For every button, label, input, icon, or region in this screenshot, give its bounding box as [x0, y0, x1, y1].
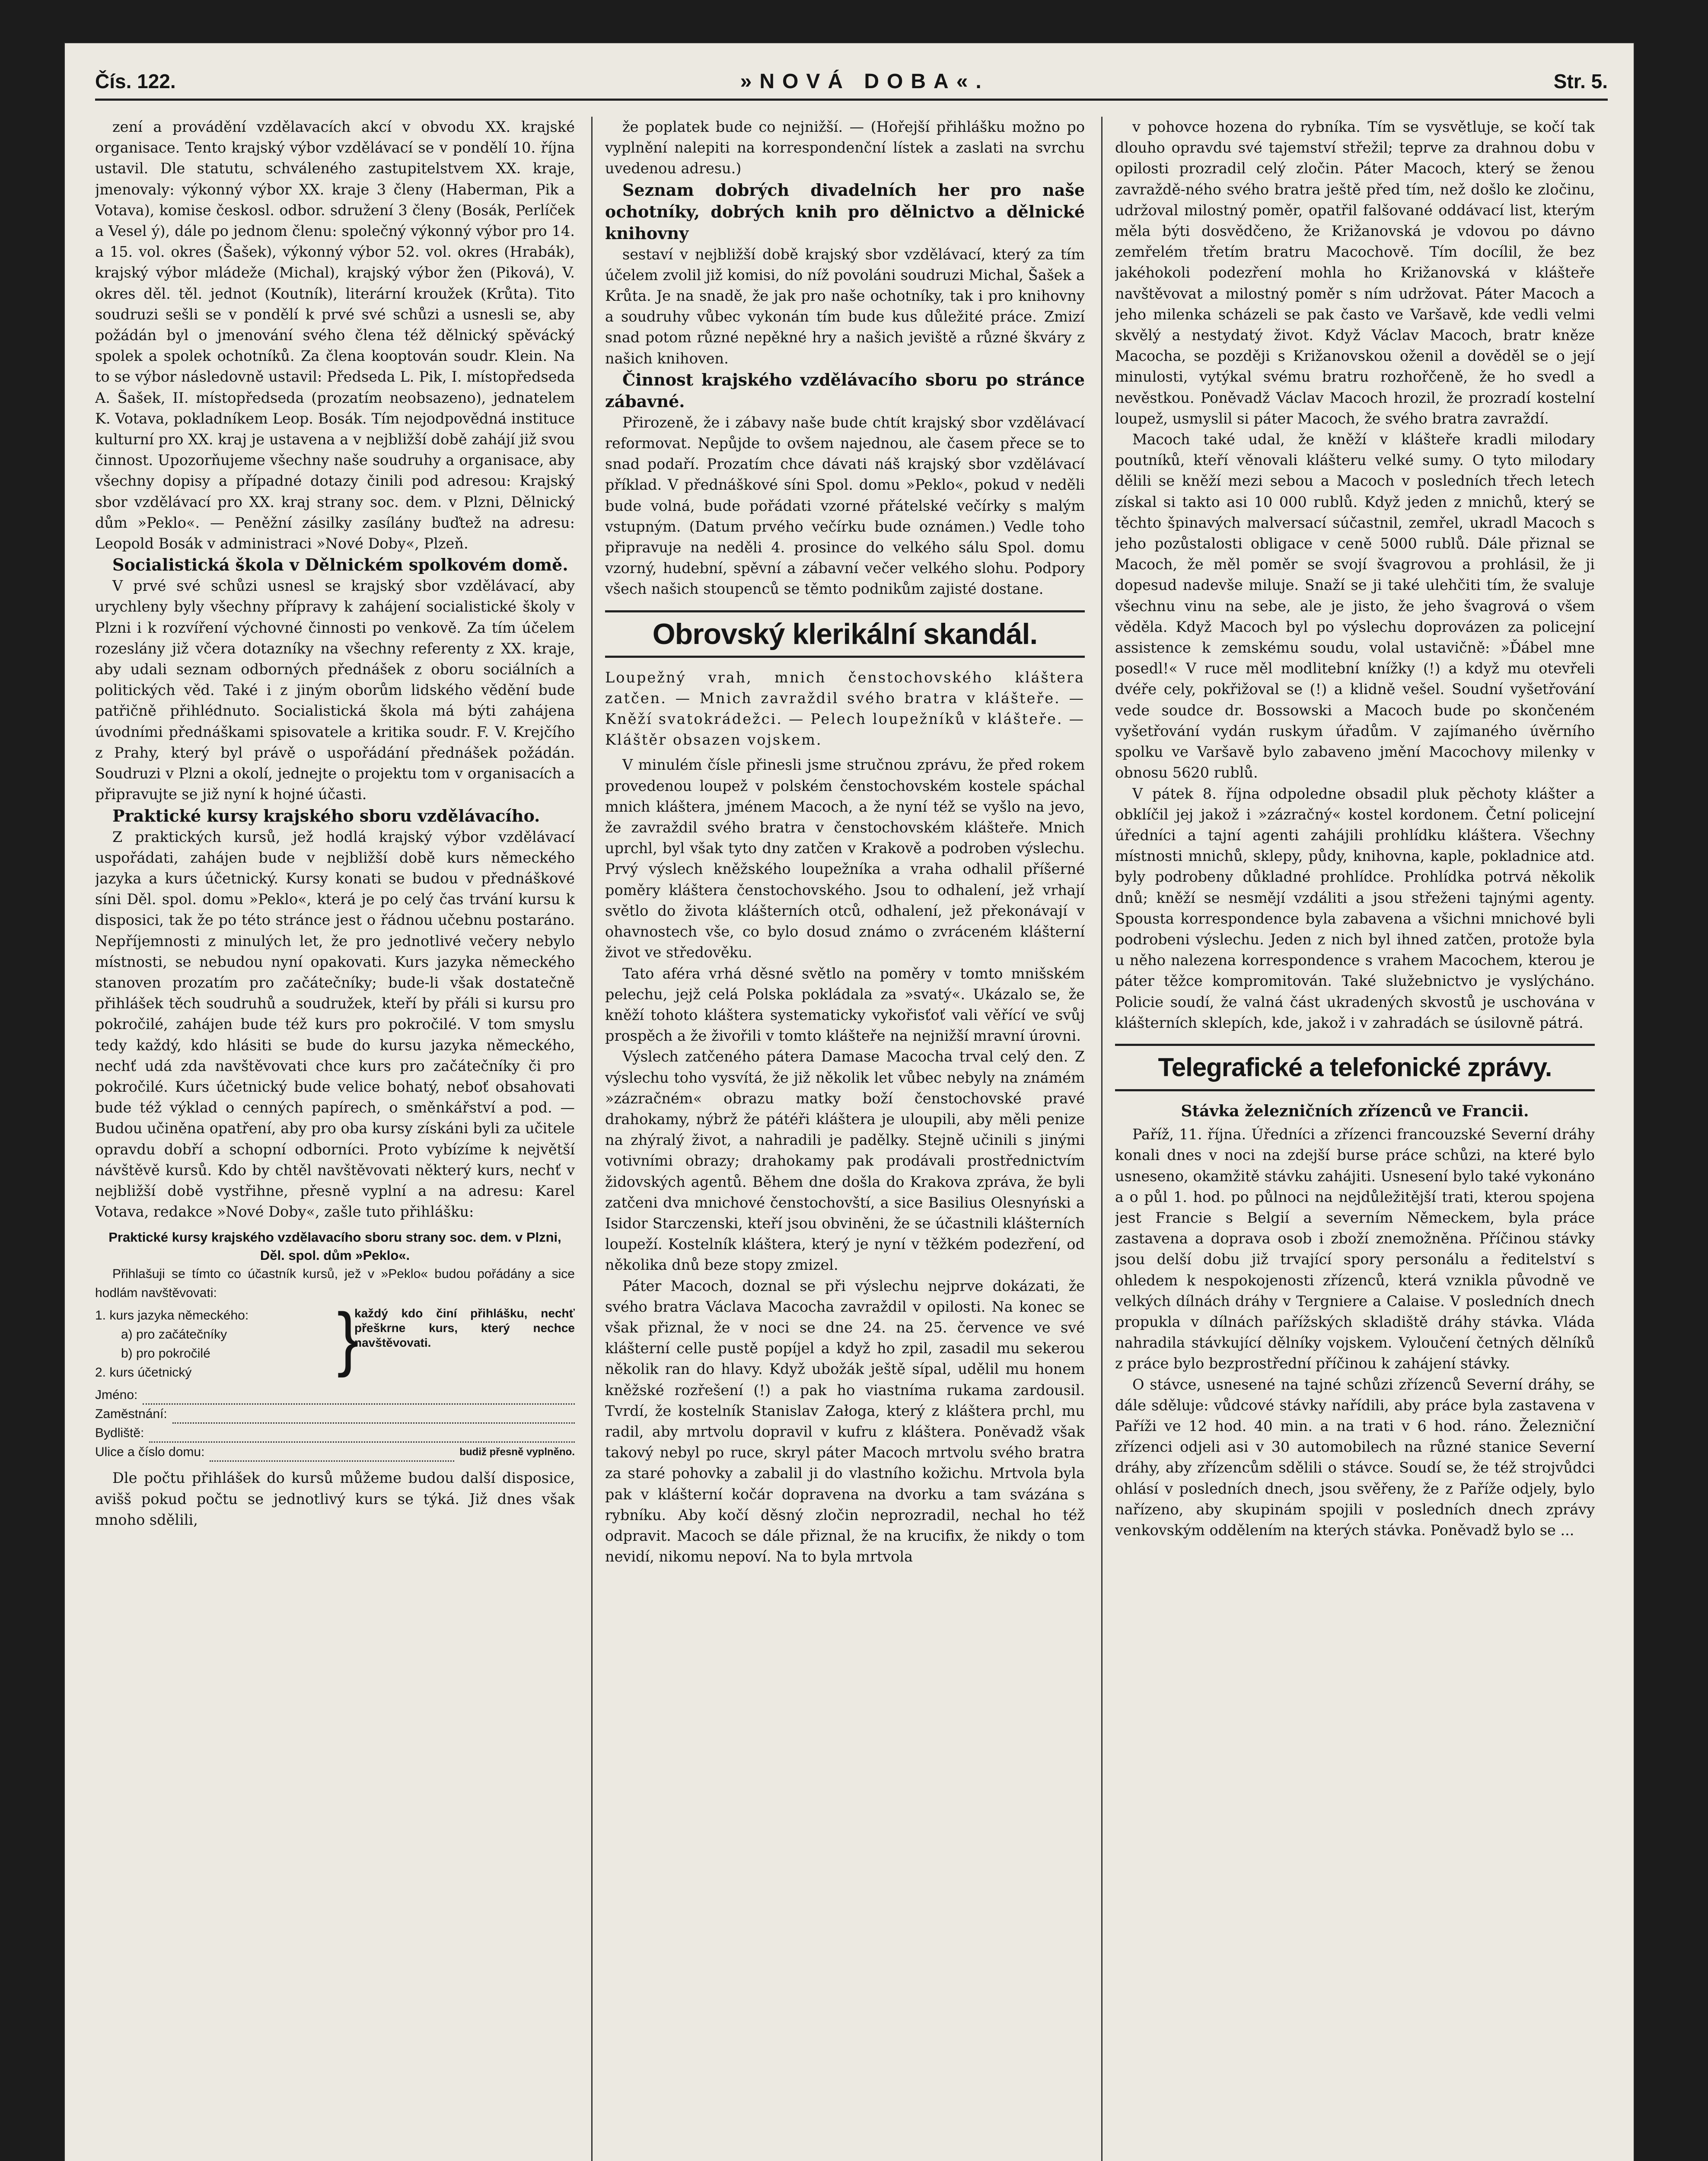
- article-paragraph: zení a provádění vzdělavacích akcí v obvodu XX. krajské organisace. Tento krajský výbor vzdělávací se v pondělí 10. října ustavil. Dle statutu, schváleného zastupitelstvem XX. kraje, jmenovaly: výkonný výbor XX. kraje 3 členy (Haberman, Pik a Votava), komise českosl. odbor. sdružení 3 členy (Bosák, Perlíček a Vesel ý), dále po jednom členu: společný výkonný výbor pro 14. a 15. vol. okres (Šašek), výkonný výbor 52. vol. okres (Hrabák), krajský výbor mládeže (Michal), krajský výbor žen (Piková), V. okres děl. těl. jednot (Koutník), literární kroužek (Krůta). Tito soudruzi sešli se v pondělí k prvé své schůzi a usnesli se, aby požádán byl o jmenování svého člena též dělnický spěvácký spolek a spolek ochotníků. Za člena kooptován soudr. Klein. Na to se výbor následovně ustavil: Předseda L. Pik, I. místopředseda A. Šašek, II. místopředseda (prozatím neobsazeno), jednatelem K. Votava, pokladníkem Leop. Bosák. Tím nejodpovědná instituce kulturní pro XX. kraj je ustavena a v nejbližší době zahájí již svou činnost. Upozorňujeme všechny naše soudruhy a organisace, aby všechny dopisy a případné dotazy činili pod adresou: Krajský sbor vzdělávací pro XX. kraj strany soc. dem. v Plzni, Dělnický dům »Peklo«. — Peněžní zásilky zasílány buďtež na adresu: Leopold Bosák v administraci »Nové Doby«, Plzeň.: [95, 118, 575, 552]
- street-label: Ulice a číslo domu:: [95, 1445, 205, 1460]
- article-paragraph: Dle počtu přihlášek do kursů můžeme budou další disposice, avišš pokud počtu se jednotlivý kurs se týká. Již dnes však mnoho sdělili,: [95, 1469, 575, 1528]
- option-beginners[interactable]: a) pro začátečníky: [121, 1327, 227, 1342]
- issue-number: Čís. 122.: [95, 70, 176, 92]
- newspaper-page: [65, 43, 1634, 2161]
- residence-label: Bydliště:: [95, 1426, 144, 1441]
- column-divider: [591, 117, 593, 2161]
- registration-form: [95, 1228, 575, 1462]
- article-paragraph: v pohovce hozena do rybníka. Tím se vysvětluje, se kočí tak dlouho opravdu své tajemství střežil; teprve za drahnou dobu v opilosti prozradil celý zločin. Páter Macoch, který se ženou zavraždě-ného svého bratra ještě před tím, než došlo ke zločinu, udržoval milostný poměr, opatřil falšované oddávací list, kterým měla býti dosvědčeno, že Križanovská je vdovou po dávno zemřelém třetím bratru Macochově. Tím docílil, že bez jakéhokoli podezření mohla ho Križanovská v klášteře navštěvovat a milostný poměr s ním udržovat. Páter Macoch a jeho milenka scházeli se pak často ve Varšavě, kde vedli velmi skvělý a nestydatý život. Když Václav Macoch, bratr kněze Macocha, se později s Križanovskou oženil a dověděl se o její minulosti, vytýkal svému bratru rozhořčeně, že ho svedl a nevěstkou. Poněvadž Václav Macoch hrozil, že prozradí kostelní loupež, usmyslil si páter Macoch, že svého bratra zavraždí.: [1115, 118, 1595, 427]
- article-paragraph: V prvé své schůzi usnesl se krajský sbor vzdělávací, aby urychleny byly všechny přípravy k zahájení socialistické školy v Plzni i k rozvíření výchovné činnosti po venkově. Za tím účelem rozeslány již včera dotazníky na všechny referenty z XX. kraje, aby udali seznam odborných přednášek z oboru sociálních a politických věd. Také i z jiným oborům lidského vědění bude patřičně přihlédnuto. Socialistická škola má býti zahájena úvodními přednáškami spisovatele a kritika soudr. F. V. Krejčího z Prahy, který byl právě o uspořádání přednášek požádán. Soudruzi v Plzni a okolí, jednejte o projektu tom v organisacích a připravujte se již nyní k hojné účasti.: [95, 577, 575, 803]
- name-label: Jméno:: [95, 1388, 138, 1402]
- column-2: [605, 117, 1085, 2161]
- section-heading: Seznam dobrých divadelních her pro naše ochotníky, dobrých knih pro dělnictvo a dělnické knihovny: [605, 180, 1085, 243]
- section-heading: Socialistická škola v Dělnickém spolkovém domě.: [112, 555, 568, 575]
- street-field[interactable]: [210, 1447, 454, 1462]
- news-subheading: Stávka železničních zřízenců ve Francii.: [1181, 1102, 1529, 1120]
- option-advanced[interactable]: b) pro pokročilé: [121, 1346, 210, 1361]
- page-number: Str. 5.: [1553, 70, 1608, 92]
- article-paragraph: Výslech zatčeného pátera Damase Macocha trval celý den. Z výslechu toho vysvítá, že již několik let vůbec nebyly na známém »zázračném« obrazu matky boží čenstochovské pravé drahokamy, nýbrž že pátéři kláštera je uloupili, aby měli penize na zhýralý život, a nahradili je padělky. Stejně učinili s jinými votivními obrazy; drahokamy pak prodávali prostřednictvím židovských agentů. Během dne došla do Krakova zpráva, že byli zatčeni dva mnichové čenstochovští, a sice Basilius Olesnyński a Isidor Starczenski, kteří jsou obviněni, že se účastnili klášterních loupeží. Kostelník kláštera, který je nyní v těžkém podezření, od několika dnů beze stopy zmizel.: [605, 1048, 1085, 1274]
- column-3: [1115, 117, 1595, 2161]
- job-label: Zaměstnání:: [95, 1407, 167, 1422]
- name-field[interactable]: [143, 1390, 575, 1405]
- option-german[interactable]: 1. kurs jazyka německého:: [95, 1308, 249, 1323]
- course-options: [95, 1298, 575, 1382]
- news-banner-headline: Telegrafické a telefonické zprávy.: [1115, 1044, 1595, 1091]
- form-side-note: budiž přesně vyplněno.: [459, 1446, 575, 1458]
- section-heading: Činnost krajského vzdělávacího sboru po stránce zábavné.: [605, 370, 1085, 411]
- page-header: [95, 64, 1608, 101]
- article-paragraph: Přirozeně, že i zábavy naše bude chtít krajský sbor vzdělávací reformovat. Nepůjde to ovšem najednou, ale časem přece se to snad podaří. Prozatím chce dávati náš krajský sbor vzdělávací příklad. V přednáškové síni Spol. domu »Peklo«, pokud v neděli bude volná, bude pořádati vzorné přátelské večírky s malým vstupným. (Datum prvého večírku bude oznámen.) Vedle toho připravuje na neděli 4. prosince do velkého sálu Spol. domu vzorný, hudební, spěvní a zábavní večer velkého slohu. Podpory všech našich stoupenců se těmto podnikům zajisté dostane.: [605, 414, 1085, 598]
- article-paragraph: Macoch také udal, že kněží v klášteře kradli milodary poutníků, kteří věnovali klášteru velké sumy. O tyto milodary dělili se kněží mezi sebou a Macoch v posledních třech letech získal si takto asi 10 000 rublů. Když jeden z mnichů, který se těchto špinavých malversací súčastnil, zemřel, ukradl Macoch s jeho pozůstalosti obligace v ceně 5000 rublů. Dále přiznal se Macoch, že měl poměr se svojí švagrovou a prohlásil, že ji dopesud nadevše miluje. Snaží se ji také ulehčiti tím, že svaluje všechnu vinu na sebe, ale je jisto, že jeho švagrová o všem věděla. Když Macoch byl po výslechu doprovázen za policejní assistence k zemskému soudu, volal ustavičně: »Ďábel mne posedl!« V ruce měl modlitební knížky (!) a když mu otevřeli dvéře cely, pokřižoval se (!) a klidně vešel. Soudní vyšetřování vede soudce dr. Bossowski a Macoch bude po skončeném vyšetřování vydán ruskym úřadům. V zajímaného úvěrního spolku ve Varšavě bylo zabaveno jmění Macochovy milenky v obnosu 5620 rublů.: [1115, 431, 1595, 781]
- article-paragraph: V pátek 8. října odpoledne obsadil pluk pěchoty klášter a obklíčil jej jakož i »zázračný« kostel kordonem. Četní policejní úředníci a tajní agenti zahájili prohlídku kláštera. Všechny místnosti mnichů, sklepy, půdy, knihovna, kaple, pokladnice atd. byly podrobeny důkladné prohlídce. Prohlídka potrvá několik dnů; kněží se nesmějí vzdáliti a jsou střeženi tajnými agenty. Spousta korrespondence byla zabavena a všichni mnichové byli podrobeni výslechu. Jeden z nich byl ihned zatčen, protože byla u něho nalezena korrespondence s vrahem Macochem, kterou je páter těžce kompromitován. Také služebnictvo je vyslýcháno. Policie soudí, že valná část ukradených skvostů je uschována v klášterních sklepích, kde, jakož i v zahradách se úsilovně pátrá.: [1115, 785, 1595, 1031]
- article-banner-headline: Obrovský klerikální skandál.: [605, 610, 1085, 658]
- article-paragraph: sestaví v nejbližší době krajský sbor vzdělávací, který za tím účelem zvolil již komisi, do níž povoláni soudruzi Michal, Šašek a Krůta. Je na snadě, že jak pro naše ochotníky, tak i pro knihovny a soudruhy vůbec vykonán tím bude kus důležité práce. Zmizí snad potom různé nepěkné hry a našich jeviště a různé škváry z našich knihoven.: [605, 245, 1085, 367]
- article-paragraph: O stávce, usnesené na tajné schůzi zřízenců Severní dráhy, se dále sděluje: vůdcové stávky nařídili, aby práce byla zastavena v Paříži ve 12 hod. 40 min. a na trati v 6 hod. ráno. Železniční zřízenci odjeli asi v 30 automobilech na různé stanice Severní dráhy, aby zřízencům sdělili o stávce. Soudí se, že též strojvůdci ohlásí v posledních dnech, jsou svěřeny, že z Paříže odjely, bylo nařízeno, aby skupinám spojili v posledních dnech zprávy venkovským oddělením na kterých stávka. Poněvadž bylo se ...: [1115, 1376, 1595, 1539]
- article-paragraph: Paříž, 11. října. Úředníci a zřízenci francouzské Severní dráhy konali dnes v noci na zdejší burse práce schůzi, na které bylo usneseno, okamžitě stávku zahájiti. Usnesení bylo také vykonáno a o půl 1. hod. po půlnoci na nejdůležitější trati, kterou spojena jest Francie s Belgií a severním Německem, byla práce zastavena a doprava osob i zboží znemožněna. Příčinou stávky jsou delší dobu již trvající spory personálu a ředitelství s ohledem k nespokojenosti zřízenců, která vznikla původně ve velkých dílnách dráhy v Tergniere a Calaise. V posledních dnech propukla v dílnách pařížských skladiště dráhy stávka. Vláda nahradila stávkující dělníky vojskem. Vyloučení četných dělníků z práce bylo bezprostřední příčinou k zahájení stávky.: [1115, 1126, 1595, 1372]
- column-divider: [1101, 117, 1103, 2161]
- article-paragraph: Tato aféra vrhá děsné světlo na poměry v tomto mnišském pelechu, jejž celá Polska pokládala za »svatý«. Ukázalo se, že kněží tohoto kláštera systematicky vykořisťoť vali věřící ve svůj prospěch a že živořili v tomto klášteře na nejnižší mravní úrovni.: [605, 965, 1085, 1045]
- form-intro: Přihlašuji se tímto co účastník kursů, jež v »Peklo« budou pořádány a sice hodlám navštěvovati:: [95, 1267, 575, 1300]
- brace-icon: }: [337, 1298, 359, 1378]
- article-paragraph: Páter Macoch, doznal se při výslechu nejprve dokázati, že svého bratra Václava Macocha zavraždil v opilosti. Na konec se však přiznal, že v noci se dne 24. na 25. července ve své klášterní celle pustě popíjel a když ho zpil, zasadil mu sekerou několik ran do hlavy. Když ubožák ještě sípal, udělil mu honem kněžské rozřešení (!) a pak ho viastníma rukama zardousil. Tvrdí, že kostelník Stanislav Załoga, který z kláštera prchl, mu radil, aby mrtvolu dopravil v kufru z kláštera. Poněvadž však takový nebyl po ruce, skryl páter Macoch mrtvolu svého bratra za staré pohovky a zabalil ji do vlastního kožichu. Mrtvola byla pak v klášterní kočár dopravena na dvorku a tam svázána s rybníku. Aby kočí děsný zločin neprozradil, nechal ho též odpravit. Macoch se dále přiznal, že na krucifix, že nikdy o tom nevidí, nikomu nepoví. Na to byla mrtvola: [605, 1277, 1085, 1565]
- residence-field[interactable]: [149, 1428, 575, 1443]
- article-paragraph: že poplatek bude co nejnižší. — (Hořejší přihlášku možno po vyplnění nalepiti na korrespondenční lístek a zaslati na svrchu uvedenou adresu.): [605, 118, 1085, 177]
- article-paragraph: Z praktických kursů, jež hodlá krajský výbor vzdělávací uspořádati, zahájen bude v nejbližší době kurs německého jazyka a kurs účetnický. Kursy konati se budou v přednáškové síni Děl. spol. domu »Peklo«, která je po celý čas trvání kursu k disposici, tak že po této stránce jest o řádnou učebnu postaráno. Nepříjemnosti z minulých let, že pro jednotlivé večery nebylo místnosti, se nebudou nyní opakovati. Kurs jazyka německého stanoven prozatím pro začátečníky; bude-li však dostatečně přihlášek těch soudruhů a soudružek, kteří by přáli si kursu pro pokročilé, zahájen bude též kurs pro pokročilé. V tom smyslu tedy každý, kdo hlásiti se bude do kursu jazyka německého, nechť udá zda navštěvovati chce kurs pro začátečníky či pro pokročilé. Kurs účetnický bude velice bohatý, neboť obsahovati bude též výklad o cenných papírech, o směnkářství a pod. — Budou učiněna opatření, aby pro oba kursy získáni byli za učitele opravdu dobří a schopní odborníci. Proto vybízíme k největší návštěvě kursů. Kdo by chtěl navštěvovati některý kurs, nechť v nejbližší době vystřihne, přesně vyplní a na adresu: Karel Votava, redakce »Nové Doby«, zašle tuto přihlášku:: [95, 828, 575, 1221]
- column-1: [95, 117, 575, 2161]
- section-heading: Praktické kursy krajského sboru vzdělávacího.: [112, 806, 540, 826]
- job-field[interactable]: [172, 1409, 575, 1424]
- masthead-title: »NOVÁ DOBA«.: [740, 70, 989, 93]
- article-lede: Loupežný vrah, mnich čenstochovského kláštera zatčen. — Mnich zavraždil svého bratra v klášteře. — Kněží svatokrádežci. — Pelech loupežníků v klášteře. — Kláštěr obsazen vojskem.: [605, 669, 1085, 749]
- form-title: Praktické kursy krajského vzdělavacího sboru strany soc. dem. v Plzni, Děl. spol. dům »Peklo«.: [108, 1230, 561, 1263]
- option-accounting[interactable]: 2. kurs účetnický: [95, 1365, 192, 1380]
- article-paragraph: V minulém čísle přinesli jsme stručnou zprávu, že před rokem provedenou loupež v polském čenstochovském kostele spáchal mnich kláštera, jménem Macoch, a že nyní též se vyšlo na jevo, že zavraždil svého bratra v čenstochovském klášteře. Mnich uprchl, byl však tyto dny zatčen v Krakově a podroben výslechu. Prvý výslech kněžského loupežníka a vraha odhalil příšerné poměry kláštera čenstochovského. Jsou to odhalení, jež vrhají světlo do života klášterních otců, odhalení, jež překonávají v ohavnostech vše, co bylo dosud známo o zvráceném klášterní život ve středověku.: [605, 756, 1085, 961]
- form-note: každý kdo činí přihlášku, nechť přeškrne kurs, který nechce navštěvovati.: [354, 1307, 575, 1350]
